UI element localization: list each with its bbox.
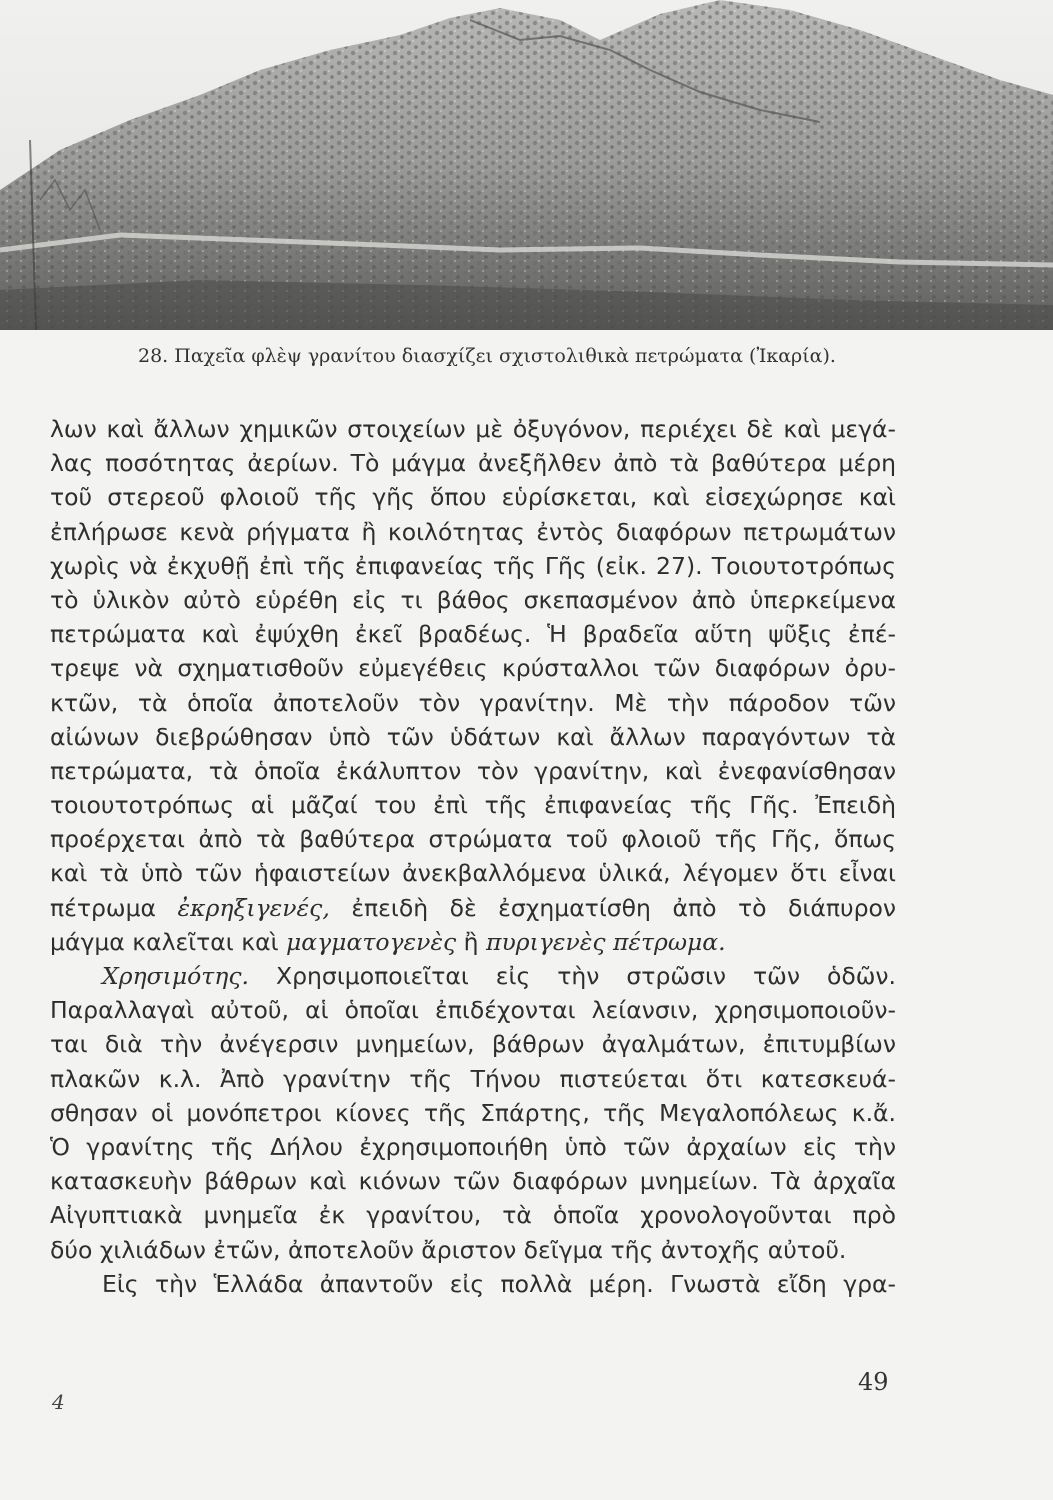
- body-line: καὶ τὰ ὑπὸ τῶν ἡφαιστείων ἀνεκβαλλόμενα ὑλικά, λέγομεν ὅτι εἶναι: [50, 859, 896, 888]
- text-segment: Χρησιμοποιεῖται εἰς τὴν στρῶσιν τῶν ὁδῶν.: [249, 962, 896, 990]
- text-segment: ἢ: [456, 927, 487, 956]
- body-line: ται διὰ τὴν ἀνέγερσιν μνημείων, βάθρων ἀγαλμάτων, ἐπιτυμβίων: [50, 1030, 896, 1059]
- paragraph-start: Εἰς τὴν Ἑλλάδα ἀπαντοῦν εἰς πολλὰ μέρη. Γνωστὰ εἴδη γρα-: [102, 1269, 896, 1298]
- body-line: τοῦ στερεοῦ φλοιοῦ τῆς γῆς ὅπου εὑρίσκεται, καὶ εἰσεχώρησε καὶ: [50, 483, 896, 512]
- body-line: τρεψε νὰ σχηματισθοῦν εὐμεγέθεις κρύσταλλοι τῶν διαφόρων ὀρυ-: [50, 654, 896, 683]
- body-line: Παραλλαγαὶ αὐτοῦ, αἱ ὁποῖαι ἐπιδέχονται λείανσιν, χρησιμοποιοῦν-: [50, 996, 896, 1025]
- body-line: τοιουτοτρόπως αἱ μᾶζαί του ἐπὶ τῆς ἐπιφανείας τῆς Γῆς. Ἐπειδὴ: [50, 791, 896, 820]
- body-line: κτῶν, τὰ ὁποῖα ἀποτελοῦν τὸν γρανίτην. Μὲ τὴν πάροδον τῶν: [50, 688, 896, 717]
- italic-term: πυριγενὲς πέτρωμα.: [486, 927, 726, 956]
- body-line: Ὁ γρανίτης τῆς Δήλου ἐχρησιμοποιήθη ὑπὸ τῶν ἀρχαίων εἰς τὴν: [50, 1132, 896, 1161]
- body-line: ἐπλήρωσε κενὰ ρήγματα ἢ κοιλότητας ἐντὸς διαφόρων πετρωμάτων: [50, 517, 896, 546]
- italic-term: μαγματογενὲς: [286, 927, 457, 956]
- text-segment: ἐπειδὴ δὲ ἐσχηματίσθη ἀπὸ τὸ διάπυρον: [329, 893, 896, 922]
- text-segment: πέτρωμα: [50, 893, 178, 922]
- body-line: κατασκευὴν βάθρων καὶ κιόνων τῶν διαφόρων μνημείων. Τὰ ἀρχαῖα: [50, 1167, 896, 1196]
- figure-photo-granite-vein: [0, 0, 1053, 330]
- text-segment: μάγμα καλεῖται καὶ: [50, 927, 286, 956]
- signature-mark: 4: [52, 1390, 65, 1414]
- body-line: λας ποσότητας ἀερίων. Τὸ μάγμα ἀνεξῆλθεν ἀπὸ τὰ βαθύτερα μέρη: [50, 449, 896, 478]
- body-line: δύο χιλιάδων ἐτῶν, ἀποτελοῦν ἄριστον δεῖγμα τῆς ἀντοχῆς αὐτοῦ.: [50, 1235, 847, 1264]
- page-number: 49: [858, 1368, 889, 1396]
- body-line-with-italic: [50, 925, 896, 959]
- usage-paragraph-start: [50, 959, 896, 993]
- body-line: πλακῶν κ.λ. Ἀπὸ γρανίτην τῆς Τήνου πιστεύεται ὅτι κατεσκευά-: [50, 1064, 896, 1093]
- body-line: πετρώματα, τὰ ὁποῖα ἐκάλυπτον τὸν γρανίτην, καὶ ἐνεφανίσθησαν: [50, 756, 896, 785]
- body-line-with-italic: [50, 891, 896, 925]
- body-text: [50, 412, 896, 1301]
- italic-term: ἐκρηξιγενές,: [177, 893, 330, 922]
- body-line: προέρχεται ἀπὸ τὰ βαθύτερα στρώματα τοῦ φλοιοῦ τῆς Γῆς, ὅπως: [50, 825, 896, 854]
- body-line: αἰώνων διεβρώθησαν ὑπὸ τῶν ὑδάτων καὶ ἄλλων παραγόντων τὰ: [50, 722, 896, 751]
- body-line: σθησαν οἱ μονόπετροι κίονες τῆς Σπάρτης, τῆς Μεγαλοπόλεως κ.ἄ.: [50, 1098, 896, 1127]
- figure-caption: 28. Παχεῖα φλὲψ γρανίτου διασχίζει σχιστολιθικὰ πετρώματα (Ἰκαρία).: [138, 345, 836, 367]
- body-line: λων καὶ ἄλλων χημικῶν στοιχείων μὲ ὀξυγόνον, περιέχει δὲ καὶ μεγά-: [50, 415, 896, 443]
- usage-heading: Χρησιμότης.: [102, 962, 250, 990]
- body-line: Αἰγυπτιακὰ μνημεῖα ἐκ γρανίτου, τὰ ὁποῖα χρονολογοῦνται πρὸ: [50, 1201, 896, 1230]
- body-line: πετρώματα καὶ ἐψύχθη ἐκεῖ βραδέως. Ἡ βραδεῖα αὕτη ψῦξις ἐπέ-: [50, 620, 896, 649]
- body-line: τὸ ὑλικὸν αὐτὸ εὑρέθη εἰς τι βάθος σκεπασμένον ἀπὸ ὑπερκείμενα: [50, 585, 896, 614]
- body-line: χωρὶς νὰ ἐκχυθῇ ἐπὶ τῆς ἐπιφανείας τῆς Γῆς (εἰκ. 27). Τοιουτοτρόπως: [50, 551, 896, 580]
